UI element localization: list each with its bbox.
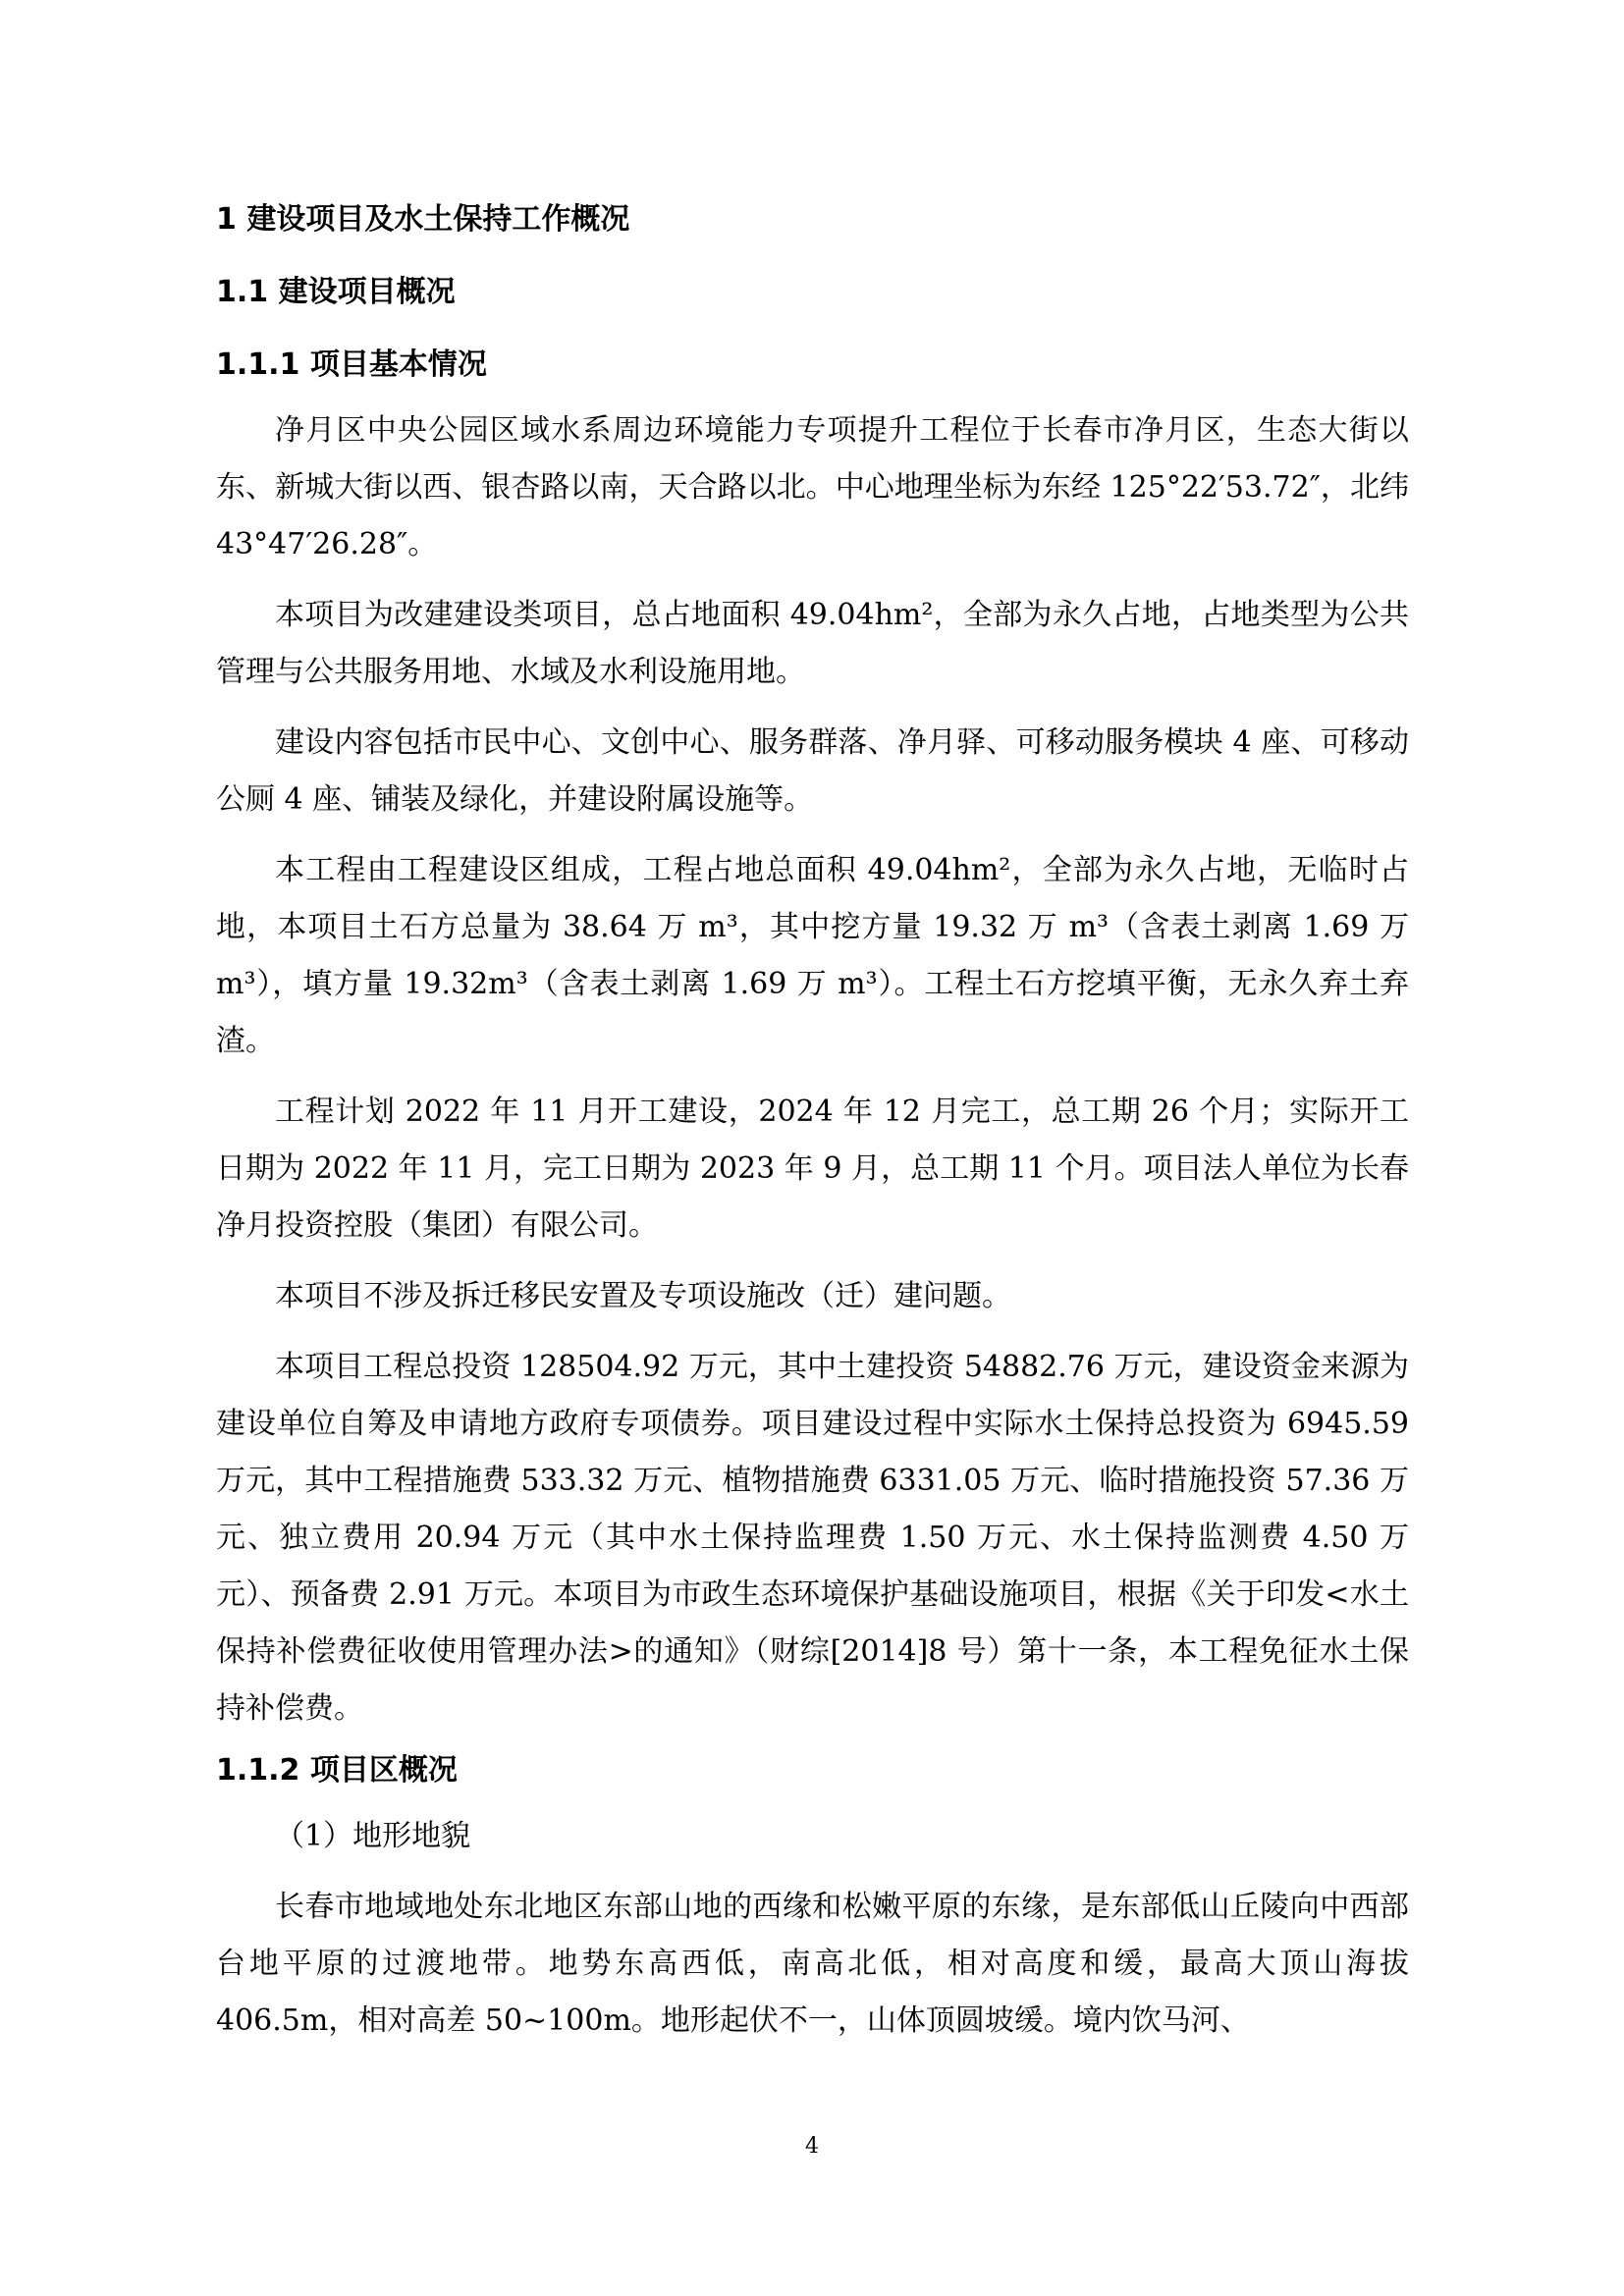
subsection-item-terrain: （1）地形地貌 [275, 1819, 471, 1853]
paragraph-location: 净月区中央公园区域水系周边环境能力专项提升工程位于长春市净月区，生态大街以东、新城大街以西、银杏路以南，天合路以北。中心地理坐标为东经 125°22′53.72″，北纬 43°47′26.28″。 [216, 413, 1409, 561]
paragraph-investment: 本项目工程总投资 128504.92 万元，其中土建投资 54882.76 万元，建设资金来源为建设单位自筹及申请地方政府专项债券。项目建设过程中实际水土保持总投资为 6945.59 万元，其中工程措施费 533.32 万元、植物措施费 6331.05 万元、临时措施投资 57.36 万元、独立费用 20.94 万元（其中水土保持监理费 1.50 万元、水土保持监测费 4.50 万元）、预备费 2.91 万元。本项目为市政生态环境保护基础设施项目，根据《关于印发<水土保持补偿费征收使用管理办法>的通知》（财综[2014]8 号）第十一条，本工程免征水土保持补偿费。 [216, 1350, 1409, 1726]
paragraph-land-area: 本项目为改建建设类项目，总占地面积 49.04hm²，全部为永久占地，占地类型为公共管理与公共服务用地、水域及水利设施用地。 [216, 598, 1409, 689]
paragraph-earthwork: 本工程由工程建设区组成，工程占地总面积 49.04hm²，全部为永久占地，无临时占地，本项目土石方总量为 38.64 万 m³，其中挖方量 19.32 万 m³（含表土剥离 1.69 万 m³），填方量 19.32m³（含表土剥离 1.69 万 m³）。工程土石方挖填平衡，无永久弃土弃渣。 [216, 853, 1409, 1058]
page-number: 4 [805, 2134, 819, 2159]
section-heading-1-1: 1.1 建设项目概况 [216, 275, 456, 309]
document-body [216, 187, 1409, 2063]
section-heading-1-1-1: 1.1.1 项目基本情况 [216, 347, 487, 382]
paragraph-relocation: 本项目不涉及拆迁移民安置及专项设施改（迁）建问题。 [275, 1279, 1011, 1313]
section-heading-1: 1 建设项目及水土保持工作概况 [216, 202, 630, 237]
paragraph-terrain: 长春市地域地处东北地区东部山地的西缘和松嫩平原的东缘，是东部低山丘陵向中西部台地平原的过渡地带。地势东高西低，南高北低，相对高度和缓，最高大顶山海拔 406.5m，相对高差 50~100m。地形起伏不一，山体顶圆坡缓。境内饮马河、 [216, 1890, 1409, 2038]
paragraph-schedule: 工程计划 2022 年 11 月开工建设，2024 年 12 月完工，总工期 26 个月；实际开工日期为 2022 年 11 月，完工日期为 2023 年 9 月，总工期 11 个月。项目法人单位为长春净月投资控股（集团）有限公司。 [216, 1095, 1409, 1243]
paragraph-construction-content: 建设内容包括市民中心、文创中心、服务群落、净月驿、可移动服务模块 4 座、可移动公厕 4 座、铺装及绿化，并建设附属设施等。 [216, 725, 1409, 817]
section-heading-1-1-2: 1.1.2 项目区概况 [216, 1753, 458, 1788]
